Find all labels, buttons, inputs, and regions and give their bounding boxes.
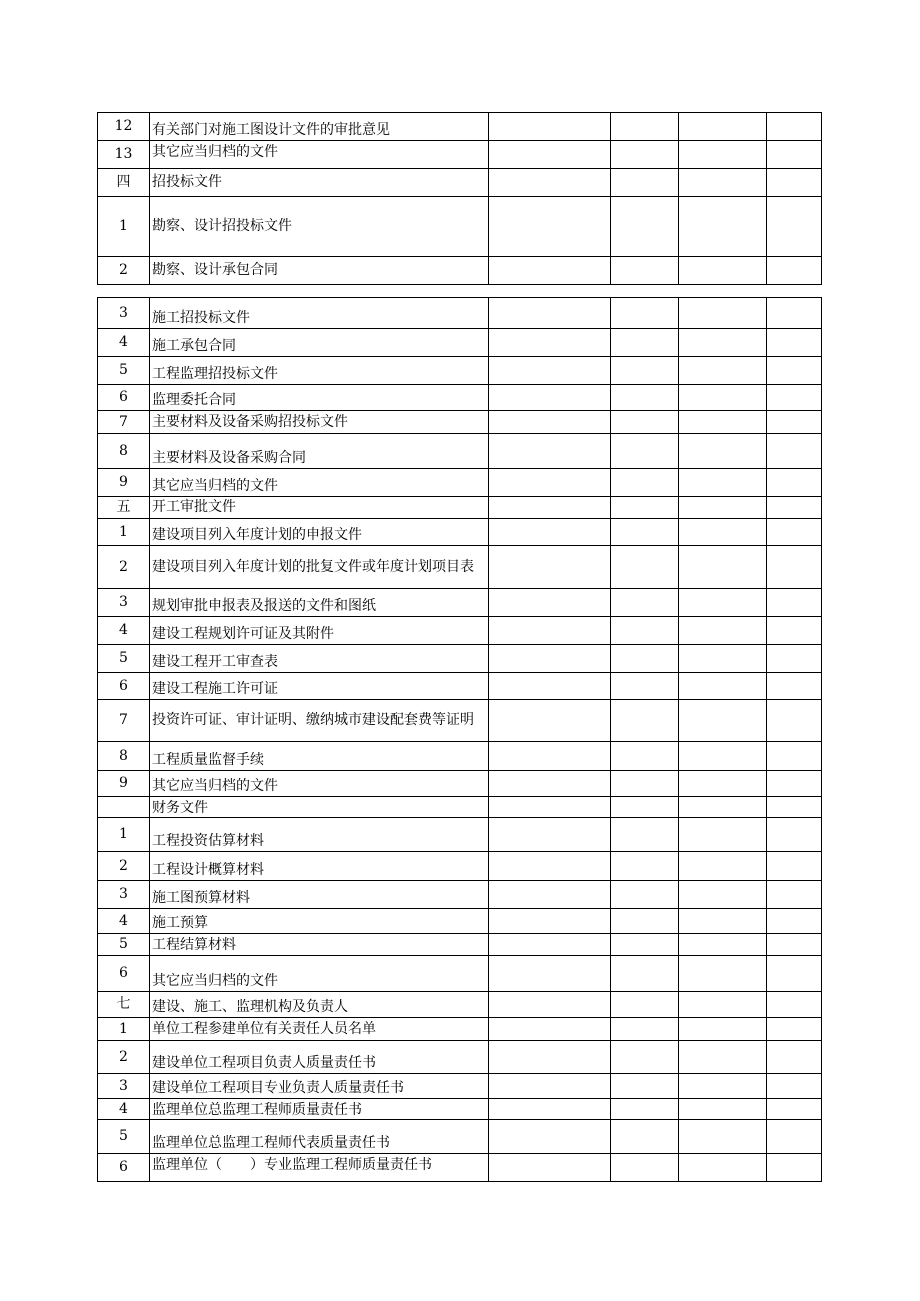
table-row: [98, 1154, 822, 1182]
empty-cell-col-3: [489, 197, 611, 257]
item-number: 6: [98, 1154, 150, 1182]
item-number: 四: [98, 169, 150, 197]
item-number: 5: [98, 645, 150, 673]
item-name: 建设项目列入年度计划的批复文件或年度计划项目表: [150, 546, 489, 589]
empty-cell-col-6: [767, 956, 822, 992]
table-row: [98, 519, 822, 546]
empty-cell-col-6: [767, 141, 822, 169]
empty-cell-col-5: [679, 797, 767, 818]
empty-cell-col-5: [679, 934, 767, 956]
empty-cell-col-5: [679, 1074, 767, 1099]
empty-cell-col-5: [679, 956, 767, 992]
empty-cell-col-5: [679, 329, 767, 357]
item-name: 施工招投标文件: [150, 298, 489, 329]
table-row: [98, 673, 822, 700]
empty-cell-col-4: [611, 818, 679, 852]
empty-cell-col-3: [489, 469, 611, 497]
table-row: [98, 357, 822, 385]
table-row: [98, 169, 822, 197]
empty-cell-col-5: [679, 700, 767, 742]
empty-cell-col-5: [679, 1120, 767, 1154]
item-name: 建设单位工程项目专业负责人质量责任书: [150, 1074, 489, 1099]
empty-cell-col-6: [767, 113, 822, 141]
item-number: 9: [98, 771, 150, 797]
empty-cell-col-5: [679, 411, 767, 434]
table-row: [98, 546, 822, 589]
empty-cell-col-4: [611, 673, 679, 700]
empty-cell-col-3: [489, 357, 611, 385]
empty-cell-col-4: [611, 956, 679, 992]
table-row: [98, 1099, 822, 1120]
table-row: [98, 411, 822, 434]
item-number: 3: [98, 1074, 150, 1099]
item-name: 施工预算: [150, 909, 489, 934]
empty-cell-col-6: [767, 385, 822, 411]
item-number: 8: [98, 434, 150, 469]
empty-cell-col-4: [611, 881, 679, 909]
empty-cell-col-3: [489, 797, 611, 818]
empty-cell-col-3: [489, 771, 611, 797]
empty-cell-col-3: [489, 113, 611, 141]
empty-cell-col-6: [767, 298, 822, 329]
table-row: [98, 1018, 822, 1041]
empty-cell-col-4: [611, 141, 679, 169]
empty-cell-col-6: [767, 617, 822, 645]
item-number: 2: [98, 1041, 150, 1074]
item-number: 12: [98, 113, 150, 141]
item-number: 1: [98, 1018, 150, 1041]
empty-cell-col-5: [679, 992, 767, 1018]
empty-cell-col-4: [611, 852, 679, 881]
empty-cell-col-3: [489, 673, 611, 700]
empty-cell-col-6: [767, 411, 822, 434]
item-number: 6: [98, 956, 150, 992]
item-name: 单位工程参建单位有关责任人员名单: [150, 1018, 489, 1041]
item-number: 七: [98, 992, 150, 1018]
item-number: 6: [98, 385, 150, 411]
empty-cell-col-3: [489, 257, 611, 285]
empty-cell-col-5: [679, 1154, 767, 1182]
item-name: 工程投资估算材料: [150, 818, 489, 852]
empty-cell-col-3: [489, 385, 611, 411]
empty-cell-col-5: [679, 645, 767, 673]
table-row: [98, 469, 822, 497]
item-name: 投资许可证、审计证明、缴纳城市建设配套费等证明: [150, 700, 489, 742]
empty-cell-col-4: [611, 742, 679, 771]
empty-cell-col-5: [679, 1099, 767, 1120]
item-name: 监理单位（ ）专业监理工程师质量责任书: [150, 1154, 489, 1182]
table-row: [98, 1120, 822, 1154]
empty-cell-col-6: [767, 497, 822, 519]
table-row: [98, 934, 822, 956]
item-name: 招投标文件: [150, 169, 489, 197]
empty-cell-col-4: [611, 298, 679, 329]
empty-cell-col-6: [767, 589, 822, 617]
item-name: 勘察、设计招投标文件: [150, 197, 489, 257]
empty-cell-col-4: [611, 992, 679, 1018]
table-row: [98, 197, 822, 257]
empty-cell-col-4: [611, 771, 679, 797]
empty-cell-col-5: [679, 881, 767, 909]
table-row: [98, 298, 822, 329]
empty-cell-col-5: [679, 497, 767, 519]
table-row: [98, 818, 822, 852]
empty-cell-col-5: [679, 546, 767, 589]
item-number: [98, 797, 150, 818]
table-row: [98, 645, 822, 673]
empty-cell-col-3: [489, 742, 611, 771]
empty-cell-col-5: [679, 434, 767, 469]
empty-cell-col-3: [489, 519, 611, 546]
empty-cell-col-6: [767, 909, 822, 934]
empty-cell-col-5: [679, 298, 767, 329]
empty-cell-col-6: [767, 797, 822, 818]
item-name: 工程质量监督手续: [150, 742, 489, 771]
empty-cell-col-6: [767, 1074, 822, 1099]
empty-cell-col-4: [611, 546, 679, 589]
empty-cell-col-6: [767, 197, 822, 257]
item-name: 监理单位总监理工程师代表质量责任书: [150, 1120, 489, 1154]
empty-cell-col-3: [489, 1074, 611, 1099]
empty-cell-col-5: [679, 197, 767, 257]
empty-cell-col-6: [767, 700, 822, 742]
empty-cell-col-6: [767, 329, 822, 357]
table-row: [98, 852, 822, 881]
item-number: 5: [98, 357, 150, 385]
empty-cell-col-6: [767, 818, 822, 852]
empty-cell-col-4: [611, 434, 679, 469]
empty-cell-col-4: [611, 909, 679, 934]
item-name: 其它应当归档的文件: [150, 469, 489, 497]
item-name: 建设单位工程项目负责人质量责任书: [150, 1041, 489, 1074]
table-row: [98, 329, 822, 357]
item-name: 其它应当归档的文件: [150, 956, 489, 992]
empty-cell-col-4: [611, 1154, 679, 1182]
empty-cell-col-4: [611, 169, 679, 197]
empty-cell-col-6: [767, 881, 822, 909]
item-number: 1: [98, 818, 150, 852]
empty-cell-col-3: [489, 956, 611, 992]
empty-cell-col-4: [611, 411, 679, 434]
item-name: 监理委托合同: [150, 385, 489, 411]
archive-table-main: [97, 297, 822, 1182]
item-name: 建设、施工、监理机构及负责人: [150, 992, 489, 1018]
table-row: [98, 141, 822, 169]
item-name: 主要材料及设备采购合同: [150, 434, 489, 469]
empty-cell-col-5: [679, 469, 767, 497]
table-row: [98, 617, 822, 645]
table-row: [98, 881, 822, 909]
empty-cell-col-5: [679, 617, 767, 645]
empty-cell-col-4: [611, 113, 679, 141]
item-number: 13: [98, 141, 150, 169]
item-name: 工程监理招投标文件: [150, 357, 489, 385]
item-number: 2: [98, 546, 150, 589]
empty-cell-col-6: [767, 1041, 822, 1074]
item-number: 5: [98, 1120, 150, 1154]
empty-cell-col-4: [611, 645, 679, 673]
item-number: 3: [98, 589, 150, 617]
empty-cell-col-3: [489, 645, 611, 673]
table-row: [98, 497, 822, 519]
item-number: 1: [98, 197, 150, 257]
empty-cell-col-3: [489, 329, 611, 357]
empty-cell-col-5: [679, 385, 767, 411]
empty-cell-col-4: [611, 700, 679, 742]
empty-cell-col-3: [489, 589, 611, 617]
item-name: 主要材料及设备采购招投标文件: [150, 411, 489, 434]
empty-cell-col-6: [767, 1018, 822, 1041]
empty-cell-col-5: [679, 113, 767, 141]
empty-cell-col-4: [611, 797, 679, 818]
item-number: 3: [98, 881, 150, 909]
item-name: 规划审批申报表及报送的文件和图纸: [150, 589, 489, 617]
empty-cell-col-3: [489, 497, 611, 519]
empty-cell-col-3: [489, 434, 611, 469]
empty-cell-col-4: [611, 617, 679, 645]
item-number: 4: [98, 1099, 150, 1120]
table-row: [98, 113, 822, 141]
empty-cell-col-5: [679, 742, 767, 771]
empty-cell-col-3: [489, 617, 611, 645]
empty-cell-col-4: [611, 1041, 679, 1074]
empty-cell-col-3: [489, 1154, 611, 1182]
table-row: [98, 589, 822, 617]
table-row: [98, 742, 822, 771]
empty-cell-col-6: [767, 992, 822, 1018]
empty-cell-col-3: [489, 169, 611, 197]
empty-cell-col-5: [679, 771, 767, 797]
empty-cell-col-5: [679, 169, 767, 197]
empty-cell-col-6: [767, 434, 822, 469]
empty-cell-col-4: [611, 1074, 679, 1099]
empty-cell-col-6: [767, 519, 822, 546]
empty-cell-col-6: [767, 257, 822, 285]
empty-cell-col-3: [489, 1099, 611, 1120]
empty-cell-col-6: [767, 742, 822, 771]
table-row: [98, 909, 822, 934]
empty-cell-col-3: [489, 700, 611, 742]
empty-cell-col-4: [611, 329, 679, 357]
empty-cell-col-6: [767, 934, 822, 956]
item-number: 7: [98, 411, 150, 434]
empty-cell-col-6: [767, 357, 822, 385]
item-name: 工程设计概算材料: [150, 852, 489, 881]
empty-cell-col-5: [679, 673, 767, 700]
item-number: 5: [98, 934, 150, 956]
table-row: [98, 385, 822, 411]
empty-cell-col-3: [489, 411, 611, 434]
empty-cell-col-5: [679, 818, 767, 852]
item-name: 建设工程施工许可证: [150, 673, 489, 700]
item-name: 有关部门对施工图设计文件的审批意见: [150, 113, 489, 141]
empty-cell-col-3: [489, 1120, 611, 1154]
empty-cell-col-6: [767, 645, 822, 673]
empty-cell-col-3: [489, 852, 611, 881]
empty-cell-col-5: [679, 909, 767, 934]
item-number: 4: [98, 909, 150, 934]
item-name: 建设工程规划许可证及其附件: [150, 617, 489, 645]
item-name: 其它应当归档的文件: [150, 141, 489, 169]
empty-cell-col-5: [679, 1041, 767, 1074]
empty-cell-col-4: [611, 497, 679, 519]
empty-cell-col-4: [611, 934, 679, 956]
empty-cell-col-3: [489, 818, 611, 852]
empty-cell-col-5: [679, 257, 767, 285]
table-row: [98, 992, 822, 1018]
empty-cell-col-6: [767, 1154, 822, 1182]
table-row: [98, 797, 822, 818]
item-number: 五: [98, 497, 150, 519]
empty-cell-col-3: [489, 298, 611, 329]
empty-cell-col-4: [611, 519, 679, 546]
empty-cell-col-5: [679, 1018, 767, 1041]
item-name: 财务文件: [150, 797, 489, 818]
table-row: [98, 700, 822, 742]
item-number: 2: [98, 852, 150, 881]
table-row: [98, 1074, 822, 1099]
item-number: 1: [98, 519, 150, 546]
empty-cell-col-6: [767, 771, 822, 797]
empty-cell-col-3: [489, 1041, 611, 1074]
item-name: 施工图预算材料: [150, 881, 489, 909]
item-name: 其它应当归档的文件: [150, 771, 489, 797]
item-number: 8: [98, 742, 150, 771]
table-row: [98, 257, 822, 285]
empty-cell-col-6: [767, 469, 822, 497]
empty-cell-col-3: [489, 546, 611, 589]
empty-cell-col-6: [767, 852, 822, 881]
empty-cell-col-4: [611, 1120, 679, 1154]
empty-cell-col-3: [489, 1018, 611, 1041]
empty-cell-col-3: [489, 992, 611, 1018]
item-name: 建设工程开工审查表: [150, 645, 489, 673]
empty-cell-col-6: [767, 1099, 822, 1120]
empty-cell-col-3: [489, 141, 611, 169]
empty-cell-col-4: [611, 197, 679, 257]
empty-cell-col-5: [679, 519, 767, 546]
table-row: [98, 956, 822, 992]
item-number: 9: [98, 469, 150, 497]
table-row: [98, 1041, 822, 1074]
empty-cell-col-6: [767, 1120, 822, 1154]
empty-cell-col-4: [611, 385, 679, 411]
empty-cell-col-4: [611, 1099, 679, 1120]
empty-cell-col-6: [767, 546, 822, 589]
empty-cell-col-3: [489, 934, 611, 956]
empty-cell-col-5: [679, 141, 767, 169]
empty-cell-col-4: [611, 469, 679, 497]
item-name: 建设项目列入年度计划的申报文件: [150, 519, 489, 546]
empty-cell-col-6: [767, 673, 822, 700]
item-number: 2: [98, 257, 150, 285]
empty-cell-col-4: [611, 1018, 679, 1041]
empty-cell-col-3: [489, 909, 611, 934]
empty-cell-col-5: [679, 357, 767, 385]
item-number: 7: [98, 700, 150, 742]
item-name: 监理单位总监理工程师质量责任书: [150, 1099, 489, 1120]
empty-cell-col-5: [679, 852, 767, 881]
empty-cell-col-4: [611, 589, 679, 617]
item-number: 4: [98, 617, 150, 645]
empty-cell-col-5: [679, 589, 767, 617]
table-row: [98, 434, 822, 469]
empty-cell-col-4: [611, 357, 679, 385]
empty-cell-col-3: [489, 881, 611, 909]
item-number: 4: [98, 329, 150, 357]
item-name: 开工审批文件: [150, 497, 489, 519]
item-name: 工程结算材料: [150, 934, 489, 956]
empty-cell-col-4: [611, 257, 679, 285]
item-name: 施工承包合同: [150, 329, 489, 357]
item-number: 3: [98, 298, 150, 329]
archive-table-top: [97, 112, 822, 285]
item-number: 6: [98, 673, 150, 700]
item-name: 勘察、设计承包合同: [150, 257, 489, 285]
table-row: [98, 771, 822, 797]
empty-cell-col-6: [767, 169, 822, 197]
